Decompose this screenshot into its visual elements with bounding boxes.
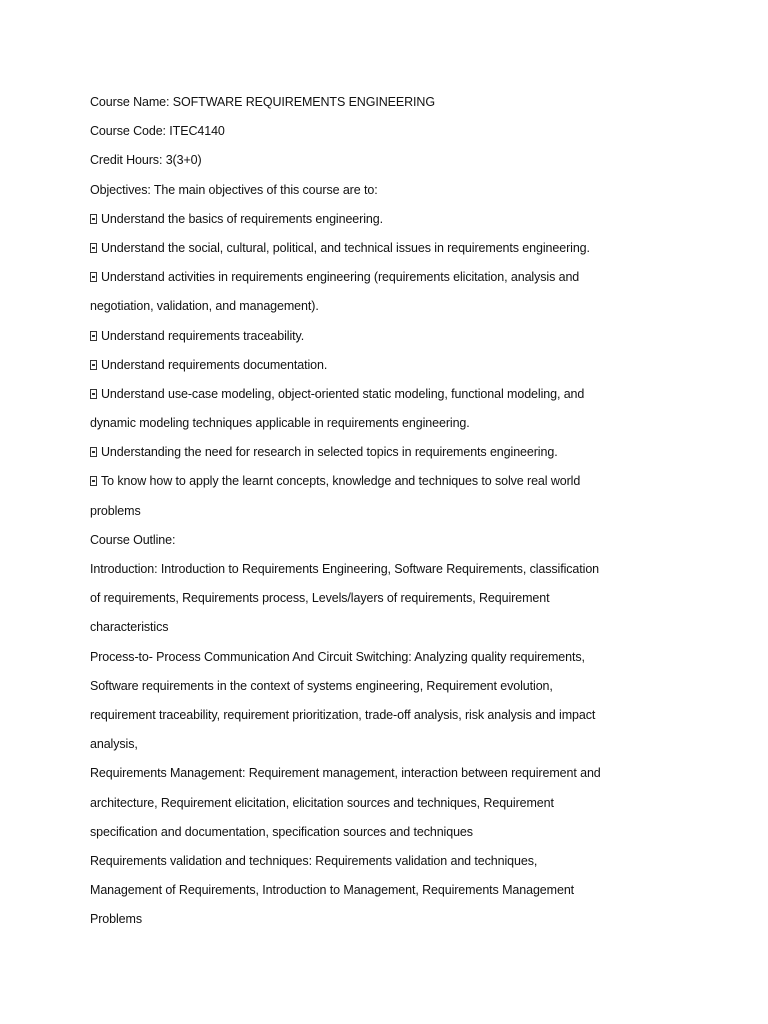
line-text: Problems [90, 912, 142, 927]
outline-paragraph-line [90, 789, 710, 818]
line-text: analysis, [90, 737, 138, 752]
line-text: Introduction: Introduction to Requirements Engineering, Software Requirements, classification [90, 562, 600, 576]
credit-hours-line [90, 146, 710, 175]
outline-paragraph-line [90, 584, 710, 613]
line-text: Requirements Management: Requirement management, interaction between requirement and [90, 766, 601, 781]
line-text: Understanding the need for research in selected topics in requirements engineering. [101, 445, 558, 460]
line-text: Understand requirements traceability. [101, 328, 305, 343]
course-name-line [90, 88, 710, 117]
line-text: Software requirements in the context of systems engineering, Requirement evolution, [90, 678, 553, 693]
line-text: Understand use-case modeling, object-oriented static modeling, functional modeling, and [101, 386, 585, 401]
objective-continuation [90, 497, 710, 526]
line-text: of requirements, Requirements process, Levels/layers of requirements, Requirement [90, 591, 550, 606]
course-outline-heading [90, 526, 710, 555]
line-text: Course Name: SOFTWARE REQUIREMENTS ENGINEERING [90, 95, 435, 109]
bullet-icon [90, 272, 97, 282]
objectives-heading [90, 176, 710, 205]
objective-item [90, 205, 710, 234]
line-text: Understand the basics of requirements engineering. [101, 211, 383, 226]
bullet-icon [90, 476, 97, 486]
bullet-icon [90, 389, 97, 399]
bullet-icon [90, 243, 97, 253]
line-text: Process-to- Process Communication And Circuit Switching: Analyzing quality requirements, [90, 649, 585, 664]
line-text: dynamic modeling techniques applicable in requirements engineering. [90, 416, 470, 431]
line-text: To know how to apply the learnt concepts, knowledge and techniques to solve real world [101, 474, 581, 489]
objective-continuation [90, 292, 710, 321]
line-text: Credit Hours: 3(3+0) [90, 153, 202, 168]
outline-paragraph-line [90, 818, 710, 847]
bullet-icon [90, 360, 97, 370]
line-text: Course Outline: [90, 532, 176, 547]
outline-paragraph-line [90, 613, 710, 642]
line-text: Understand the social, cultural, political, and technical issues in requirements engineering. [101, 240, 590, 255]
line-text: Understand requirements documentation. [101, 357, 328, 372]
line-text: Management of Requirements, Introduction to Management, Requirements Management [90, 883, 575, 898]
line-text: negotiation, validation, and management). [90, 299, 319, 314]
outline-paragraph-line [90, 847, 710, 876]
outline-paragraph-line [90, 701, 710, 730]
bullet-icon [90, 331, 97, 341]
line-text: problems [90, 503, 141, 518]
bullet-icon [90, 447, 97, 457]
line-text: specification and documentation, specification sources and techniques [90, 824, 473, 839]
outline-paragraph-line [90, 555, 710, 584]
objective-item [90, 351, 710, 380]
outline-paragraph-line [90, 905, 710, 934]
objective-item [90, 380, 710, 409]
objective-item [90, 263, 710, 292]
bullet-icon [90, 214, 97, 224]
objective-item [90, 438, 710, 467]
line-text: architecture, Requirement elicitation, elicitation sources and techniques, Requirement [90, 795, 554, 810]
objective-item [90, 467, 710, 496]
outline-paragraph-line [90, 643, 710, 672]
outline-paragraph-line [90, 730, 710, 759]
line-text: Understand activities in requirements engineering (requirements elicitation, analysis and [101, 270, 580, 285]
document-page [90, 88, 710, 934]
line-text: characteristics [90, 620, 169, 635]
objective-item [90, 322, 710, 351]
objective-item [90, 234, 710, 263]
outline-paragraph-line [90, 672, 710, 701]
line-text: Requirements validation and techniques: Requirements validation and techniques, [90, 853, 538, 868]
line-text: Course Code: ITEC4140 [90, 124, 225, 139]
line-text: Objectives: The main objectives of this course are to: [90, 182, 378, 197]
course-code-line [90, 117, 710, 146]
outline-paragraph-line [90, 876, 710, 905]
line-text: requirement traceability, requirement prioritization, trade-off analysis, risk analysis and impact [90, 707, 596, 722]
outline-paragraph-line [90, 759, 710, 788]
objective-continuation [90, 409, 710, 438]
